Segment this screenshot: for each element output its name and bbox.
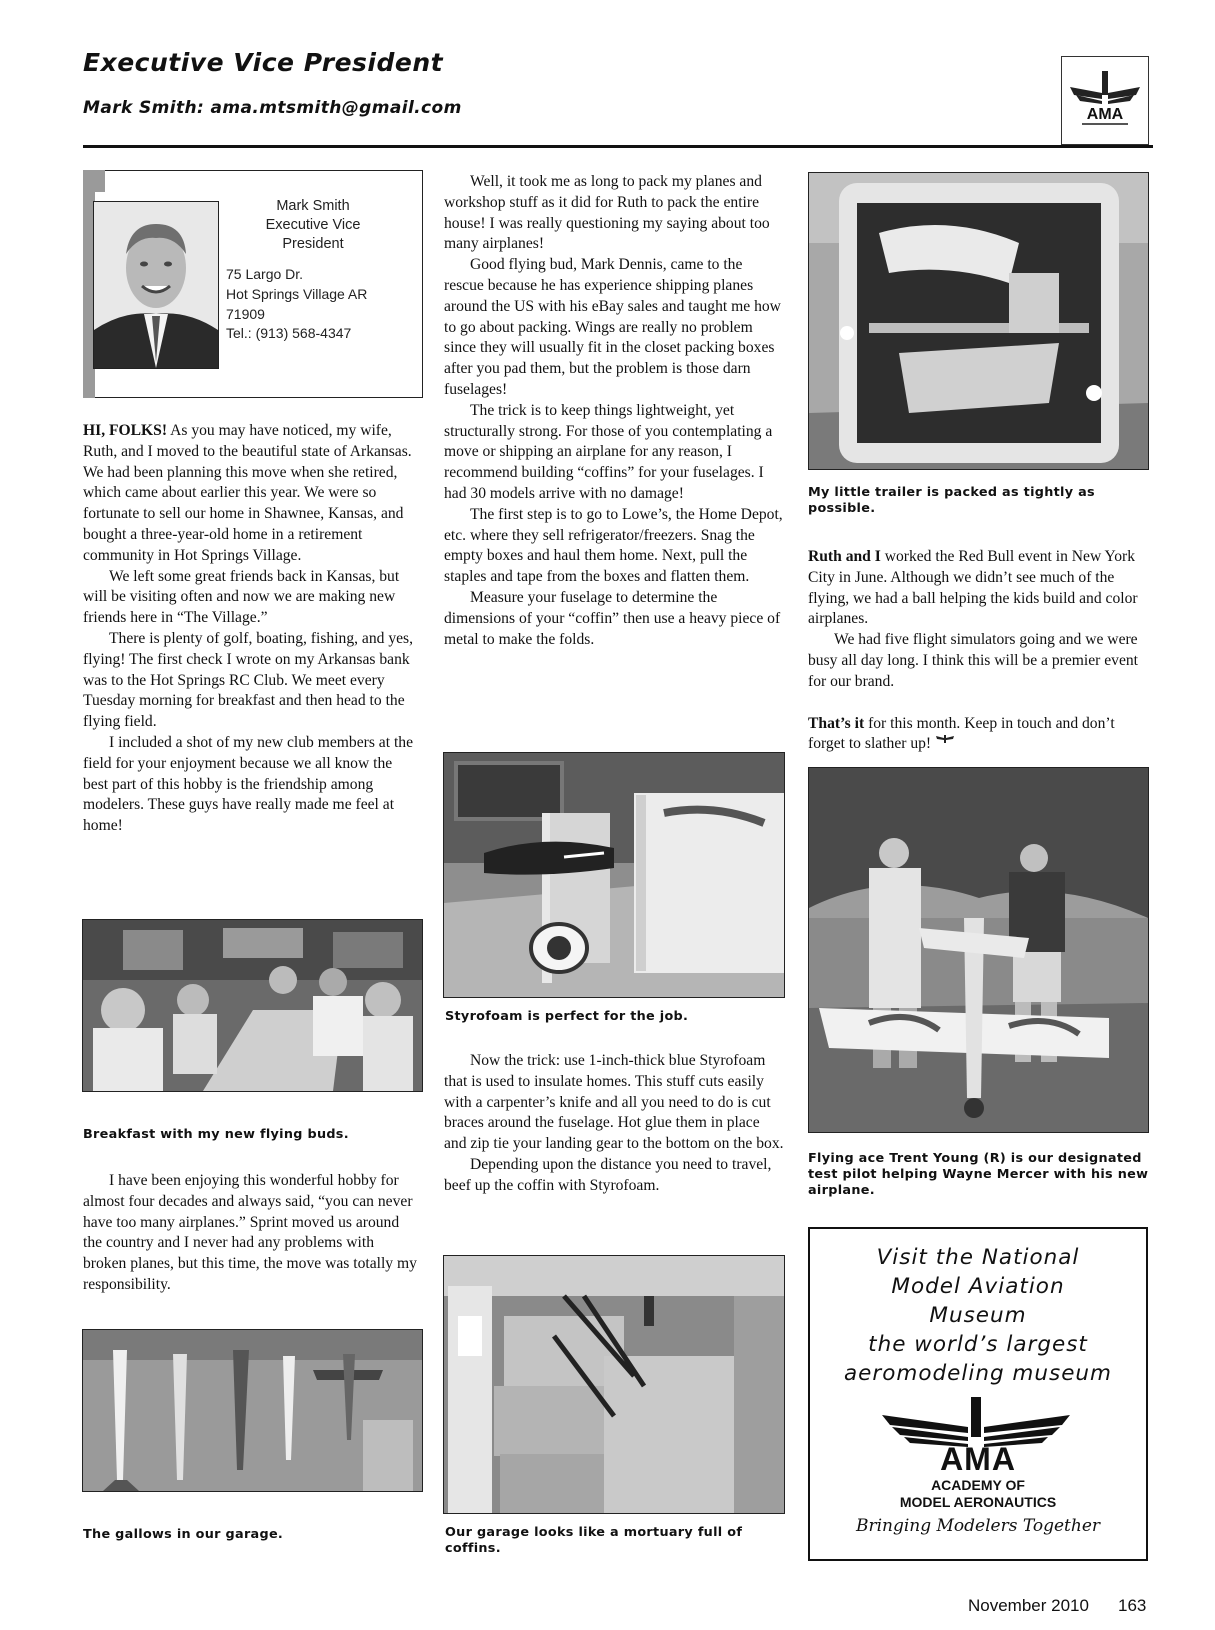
ad-line-4: the world’s largest [868, 1332, 1088, 1357]
ad-line-3: Museum [929, 1303, 1027, 1328]
contact-role-line2: President [282, 236, 344, 252]
lead-in: That’s it [808, 714, 865, 732]
photo-caption-coffins: Our garage looks like a mortuary full of coffins. [445, 1525, 743, 1556]
ad-logo-text: AMA [940, 1441, 1016, 1477]
ama-wings-icon [1062, 57, 1148, 143]
photo-styrofoam [443, 752, 785, 998]
paragraph: I included a shot of my new club members at the field for your enjoyment because we all know the best part of this hobby is the friendship among modelers. These guys have really made me feel at home! [83, 733, 413, 835]
author-byline: Mark Smith: ama.mtsmith@gmail.com [83, 98, 462, 118]
paragraph: There is plenty of golf, boating, fishing, and yes, flying! The first check I wrote on my Arkansas bank was to the Hot Springs RC Club. We meet every Tuesday morning for breakfast and then head to the flying field. [83, 629, 414, 731]
ama-corner-logo-text: AMA [1086, 106, 1124, 123]
ama-corner-logo [1061, 56, 1149, 145]
paragraph: The first step is to go to Lowe’s, the Home Depot, etc. where they sell refrigerator/freezers. Snag the empty boxes and haul them home. Next, pull the staples and tape from the boxes and flatten them. [444, 505, 783, 586]
contact-role-line1: Executive Vice [265, 217, 361, 233]
ad-line-2: Model Aviation [891, 1274, 1065, 1299]
ad-tagline: Bringing Modelers Together [855, 1516, 1101, 1536]
author-portrait [93, 201, 219, 369]
footer-date: November 2010 [968, 1596, 1089, 1615]
photo-caption-breakfast: Breakfast with my new flying buds. [83, 1127, 349, 1142]
ad-org-line-1: ACADEMY OF [931, 1477, 1025, 1493]
photo-caption-pilots: Flying ace Trent Young (R) is our designated test pilot helping Wayne Mercer with his new airplane. [808, 1151, 1149, 1198]
contact-address-line1: 75 Largo Dr. [226, 266, 304, 282]
ad-org-line-2: MODEL AERONAUTICS [899, 1494, 1057, 1510]
photo-caption-trailer: My little trailer is packed as tightly as possible. [808, 485, 1095, 516]
contact-card-accent-corner [83, 170, 105, 192]
paragraph-text: As you may have noticed, my wife, Ruth, and I moved to the beautiful state of Arkansas. We had been planning this move when she retired, which came about earlier this year. We were so fortunate to sell our home in Shawnee, Kansas, and bought a three-year-old home in a retirement community in Hot Springs Village. [83, 422, 412, 564]
paragraph: Depending upon the distance you need to travel, beef up the coffin with Styrofoam. [444, 1155, 772, 1194]
photo-pilots [808, 767, 1149, 1133]
photo-garage-coffins [443, 1255, 785, 1514]
paragraph: The trick is to keep things lightweight, yet structurally strong. For those of you contemplating a move or shipping an airplane for any reason, I recommend building “coffins” for your fuselages. I had 30 models arrive with no damage! [444, 401, 773, 502]
paragraph: Measure your fuselage to determine the dimensions of your “coffin” then use a heavy piece of metal to make the folds. [444, 588, 781, 648]
ad-line-5: aeromodeling museum [844, 1361, 1112, 1386]
photo-caption-styrofoam: Styrofoam is perfect for the job. [445, 1009, 689, 1024]
contact-address-line2: Hot Springs Village AR [226, 286, 368, 302]
ad-line-1: Visit the National [876, 1245, 1080, 1270]
paragraph: Good flying bud, Mark Dennis, came to the rescue because he has experience shipping planes around the US with his eBay sales and taught me how to go about packing. Wings are really no problem since they will usually fit in the closet packing boxes after you pad them, but the problem is those darn fuselages! [444, 256, 781, 398]
paragraph-text: for this month. Keep in touch and don’t forget to slather up! [808, 714, 1115, 753]
photo-breakfast [82, 919, 423, 1092]
paragraph [808, 547, 1150, 630]
column-3-text [808, 547, 1150, 755]
paragraph [808, 714, 1150, 756]
column-1-text-continued [83, 1171, 420, 1296]
column-2-text [444, 172, 784, 650]
paragraph: We left some great friends back in Kansas, but will be visiting often and now we are making new friends here in “The Village.” [83, 567, 400, 627]
contact-phone: Tel.: (913) 568-4347 [226, 325, 352, 341]
paragraph: Now the trick: use 1-inch-thick blue Styrofoam that is used to insulate homes. This stuff cuts easily with a carpenter’s knife and all you need to do is cut braces around the fuselage. Hot glue them in place and zip tie your landing gear to the bottom on the box. [444, 1052, 784, 1153]
page-title: Executive Vice President [83, 48, 444, 77]
paragraph: I have been enjoying this wonderful hobby for almost four decades and always said, “you can never have too many airplanes.” Sprint moved us around the country and I never had any problems with broken planes, but this time, the move was totally my responsibility. [83, 1172, 417, 1293]
header-divider [83, 145, 1153, 148]
lead-in: HI, FOLKS! [83, 422, 168, 439]
page-number: 163 [1118, 1596, 1147, 1615]
photo-garage-gallows [82, 1329, 423, 1492]
paragraph: We had five flight simulators going and we were busy all day long. I think this will be a premier event for our brand. [808, 631, 1138, 690]
column-1-text [83, 421, 420, 837]
photo-caption-gallows: The gallows in our garage. [83, 1527, 284, 1542]
contact-zip: 71909 [226, 306, 265, 322]
contact-name: Mark Smith [276, 198, 350, 214]
photo-trailer [808, 172, 1149, 470]
ama-wings-icon [935, 734, 955, 744]
paragraph-text: worked the Red Bull event in New York City in June. Although we didn’t see much of the flying, we had a ball helping the kids build and color airplanes. [808, 548, 1138, 628]
lead-in: Ruth and I [808, 548, 881, 565]
paragraph [83, 421, 420, 567]
column-2-text-continued [444, 1051, 784, 1197]
paragraph: Well, it took me as long to pack my planes and workshop stuff as it did for Ruth to pack the entire house! I was really questioning my saying about too many airplanes! [444, 173, 770, 253]
